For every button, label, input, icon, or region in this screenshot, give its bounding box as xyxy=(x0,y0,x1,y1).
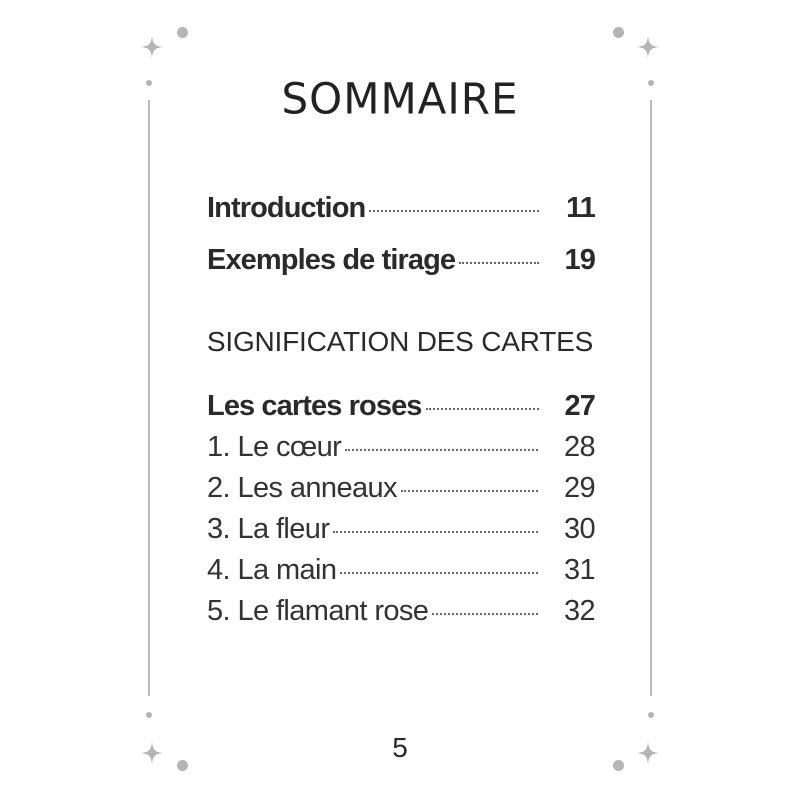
toc-entry-label: 1. Le cœur xyxy=(207,431,342,463)
toc-entry-anneaux[interactable] xyxy=(207,472,595,513)
toc-entry-main[interactable] xyxy=(207,554,595,595)
ornament-dot xyxy=(146,712,152,718)
toc-entry-fleur[interactable] xyxy=(207,513,595,554)
section-heading: SIGNIFICATION DES CARTES xyxy=(206,326,594,357)
toc-entry-page: 27 xyxy=(564,390,595,422)
toc-entry-label: Les cartes roses xyxy=(207,390,422,422)
sparkle-icon xyxy=(141,36,163,58)
ornament-dot xyxy=(177,27,188,38)
toc-entry-exemples[interactable] xyxy=(207,244,595,296)
toc-entry-label: 4. La main xyxy=(207,554,337,586)
toc-entry-label: 2. Les anneaux xyxy=(207,472,397,504)
frame-line-right xyxy=(650,100,652,696)
toc-entry-introduction[interactable] xyxy=(207,192,595,244)
toc-entry-page: 29 xyxy=(563,472,595,504)
toc-entry-page: 31 xyxy=(563,554,595,586)
toc-entry-label: 5. Le flamant rose xyxy=(207,595,429,627)
page-title: SOMMAIRE xyxy=(281,73,519,124)
toc-section-list xyxy=(207,390,595,636)
toc-entry-page: 30 xyxy=(563,513,595,545)
page-number: 5 xyxy=(392,732,408,763)
toc-entry-page: 28 xyxy=(563,431,595,463)
leader-dots xyxy=(401,490,538,492)
leader-dots xyxy=(459,262,538,264)
toc-entry-cartes-roses[interactable] xyxy=(207,390,595,431)
ornament-dot xyxy=(613,27,624,38)
leader-dots xyxy=(426,408,539,410)
leader-dots xyxy=(340,572,538,574)
toc-entry-label: Exemples de tirage xyxy=(207,244,456,276)
leader-dots xyxy=(333,531,538,533)
toc-entry-label: Introduction xyxy=(207,192,366,224)
leader-dots xyxy=(369,210,539,212)
toc-entry-flamant-rose[interactable] xyxy=(207,595,595,636)
toc-entry-page: 32 xyxy=(563,595,595,627)
frame-line-left xyxy=(148,100,150,696)
toc-entry-coeur[interactable] xyxy=(207,431,595,472)
toc-entry-page: 19 xyxy=(564,244,595,276)
toc-entry-page: 11 xyxy=(566,192,595,224)
leader-dots xyxy=(345,449,538,451)
sparkle-icon xyxy=(637,36,659,58)
toc-intro-list xyxy=(207,192,595,296)
leader-dots xyxy=(432,613,538,615)
ornament-dot xyxy=(648,712,654,718)
toc-entry-label: 3. La fleur xyxy=(207,513,330,545)
